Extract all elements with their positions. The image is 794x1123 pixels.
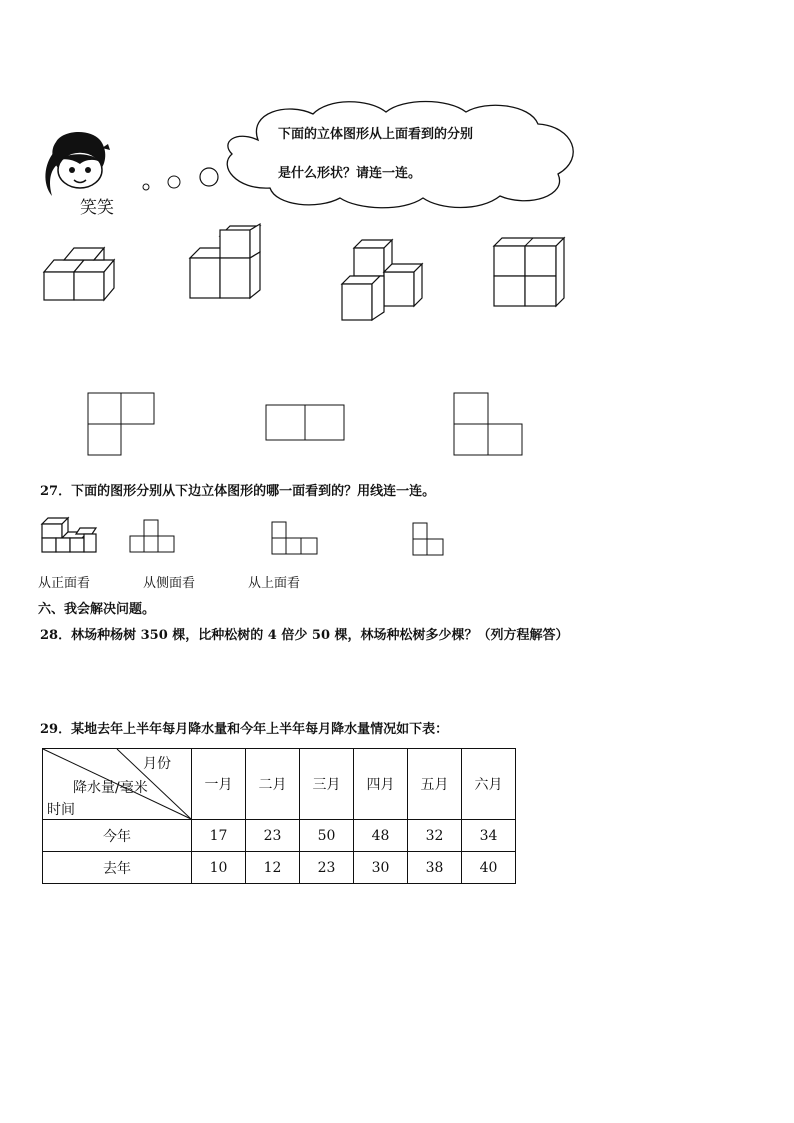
table-cell: 30 xyxy=(354,852,408,884)
table-cell: 23 xyxy=(300,852,354,884)
character-name: 笑笑 xyxy=(80,198,114,218)
rainfall-table xyxy=(42,748,516,884)
table-cell: 34 xyxy=(462,820,516,852)
solid-figure-1 xyxy=(40,244,125,304)
question-28: 28．林场种杨树 350 棵，比种松树的 4 倍少 50 棵，林场种松树多少棵？（列方程解答） xyxy=(40,628,569,643)
table-row xyxy=(43,820,516,852)
table-cell: 12 xyxy=(246,852,300,884)
solid-figure-4 xyxy=(490,236,570,311)
thought-bubbles-icon xyxy=(138,164,228,194)
month-header: 六月 xyxy=(462,749,516,820)
table-corner-cell xyxy=(43,749,192,820)
table-cell: 40 xyxy=(462,852,516,884)
month-header: 一月 xyxy=(192,749,246,820)
q27-view-shape-3 xyxy=(413,523,449,559)
table-cell: 17 xyxy=(192,820,246,852)
q27-label-front: 从正面看 xyxy=(38,576,91,591)
section-6-title: 六、我会解决问题。 xyxy=(38,602,156,617)
solid-figure-3 xyxy=(338,236,428,326)
question-27: 27．下面的图形分别从下边立体图形的哪一面看到的？用线连一连。 xyxy=(40,484,436,499)
table-header-row xyxy=(43,749,516,820)
table-cell: 50 xyxy=(300,820,354,852)
q27-label-side: 从侧面看 xyxy=(143,576,196,591)
q27-view-shape-1 xyxy=(130,520,178,554)
q27-label-top: 从上面看 xyxy=(248,576,301,591)
corner-label-month: 月份 xyxy=(143,756,171,772)
row-label-last-year: 去年 xyxy=(43,852,192,884)
speech-line-1: 下面的立体图形从上面看到的分别 xyxy=(278,127,474,142)
speech-line-2: 是什么形状？请连一连。 xyxy=(278,166,422,181)
top-view-shape-1 xyxy=(88,393,158,457)
month-header: 三月 xyxy=(300,749,354,820)
solid-figure-2 xyxy=(188,226,268,304)
month-header: 二月 xyxy=(246,749,300,820)
table-cell: 10 xyxy=(192,852,246,884)
month-header: 五月 xyxy=(408,749,462,820)
month-header: 四月 xyxy=(354,749,408,820)
question-29: 29．某地去年上半年每月降水量和今年上半年每月降水量情况如下表： xyxy=(40,722,449,737)
table-cell: 23 xyxy=(246,820,300,852)
table-cell: 48 xyxy=(354,820,408,852)
speech-cloud xyxy=(218,100,583,210)
table-cell: 32 xyxy=(408,820,462,852)
table-cell: 38 xyxy=(408,852,462,884)
q27-solid-figure xyxy=(40,514,102,556)
corner-label-time: 时间 xyxy=(47,802,75,818)
row-label-this-year: 今年 xyxy=(43,820,192,852)
top-view-shape-3 xyxy=(454,393,526,457)
table-row xyxy=(43,852,516,884)
q27-view-shape-2 xyxy=(272,522,322,556)
top-view-shape-2 xyxy=(266,405,348,443)
corner-label-rainfall: 降水量/毫米 xyxy=(73,780,148,796)
